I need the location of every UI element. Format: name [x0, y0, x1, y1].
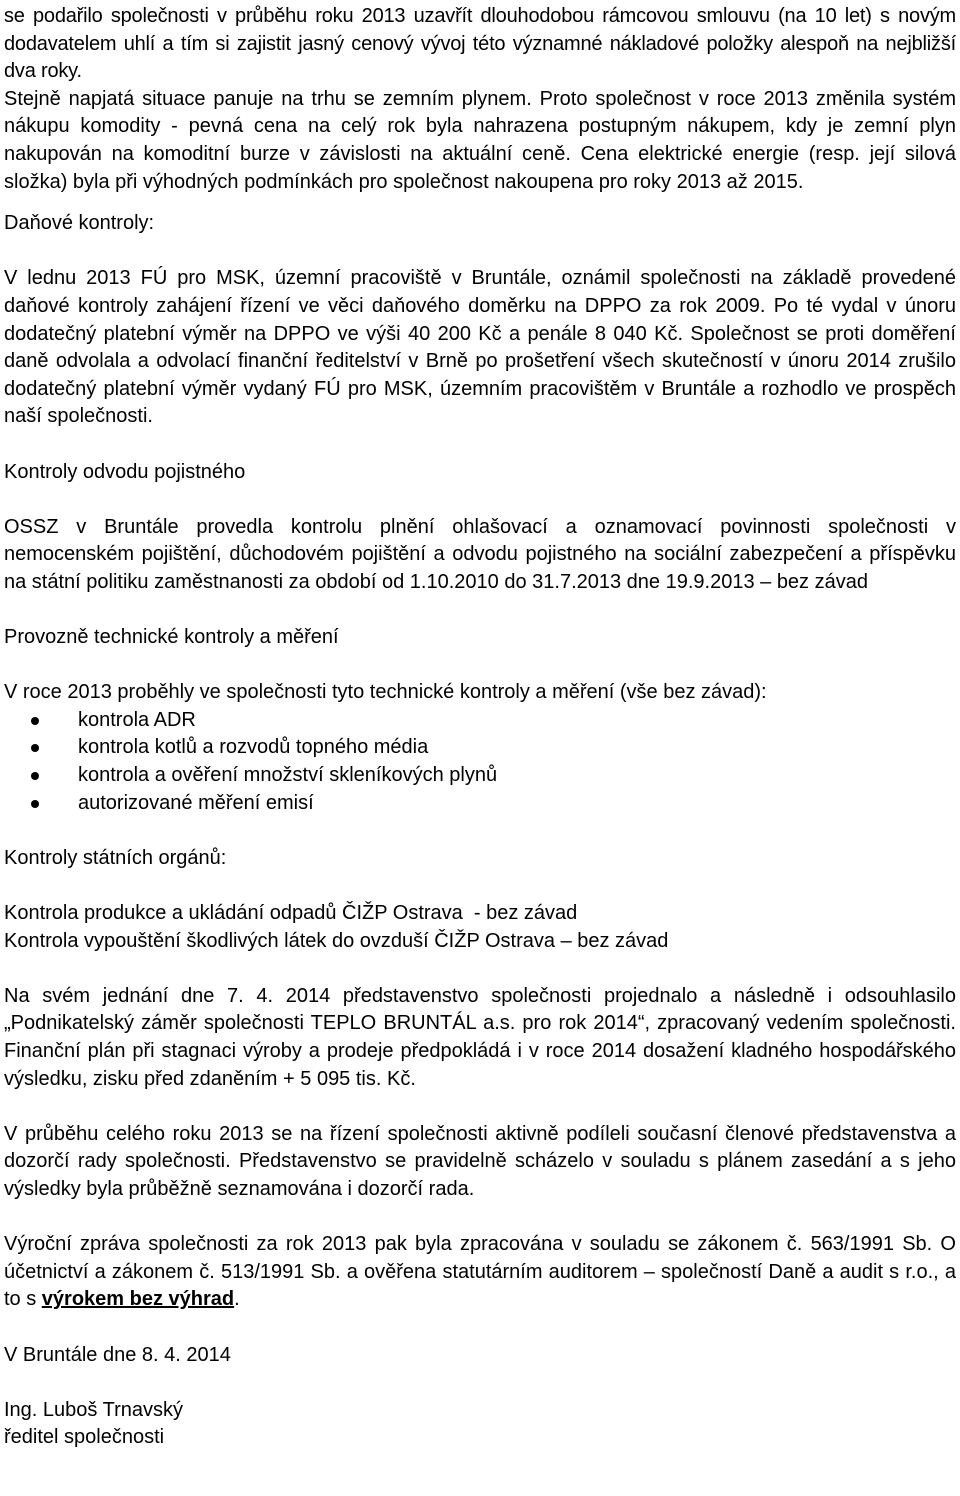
bullet-icon [31, 744, 39, 752]
state-control-emissions: Kontrola vypouštění škodlivých látek do ovzduší ČIŽP Ostrava – bez závad [4, 929, 669, 952]
paragraph-annual-report-audit: Výroční zpráva společnosti za rok 2013 pak byla zpracována v souladu se zákonem č. 563/1991 Sb. O účetnictví a zákonem č. 513/1991 Sb. a ověřena statutárním auditorem – společností Daně a audit s r.o., a to s výrokem bez výhrad. [4, 1233, 956, 1311]
paragraph-technical-intro: V roce 2013 proběhly ve společnosti tyto technické kontroly a měření (vše bez závad): [4, 681, 767, 704]
heading-insurance-controls: Kontroly odvodu pojistného [4, 460, 246, 483]
paragraph-insurance-controls: OSSZ v Bruntále provedla kontrolu plnění ohlašovací a oznamovací povinnosti společnosti v nemocenském pojištění, důchodovém pojištění a odvodu pojistného na sociální zabezpečení a příspěvku na státní politiku zaměstnanosti za období od 1.10.2010 do 31.7.2013 dne 19.9.2013 – bez závad [4, 515, 956, 593]
list-item: kontrola ADR [4, 707, 956, 735]
list-item: kontrola kotlů a rozvodů topného média [4, 734, 956, 762]
paragraph-tax-controls: V lednu 2013 FÚ pro MSK, územní pracoviště v Bruntále, oznámil společnosti na základě provedené daňové kontroly zahájení řízení ve věci daňového doměrku na DPPO za rok 2009. Po té vydal v únoru dodatečný platební výměr na DPPO ve výši 40 200 Kč a penále 8 040 Kč. Společnost se proti doměření daně odvolala a odvolací finanční ředitelství v Brně po prošetření všech skutečností v únoru 2014 zrušilo dodatečný platební výměr vydaný FÚ pro MSK, územním pracovištěm v Bruntále a rozhodlo ve prospěch naší společnosti. [4, 267, 956, 428]
place-and-date: V Bruntále dne 8. 4. 2014 [4, 1343, 231, 1366]
heading-state-controls: Kontroly státních orgánů: [4, 846, 227, 869]
heading-tax-controls: Daňové kontroly: [4, 212, 155, 235]
bullet-icon [31, 800, 39, 808]
state-control-waste: Kontrola produkce a ukládání odpadů ČIŽP Ostrava - bez závad [4, 902, 578, 924]
paragraph-board-meeting: Na svém jednání dne 7. 4. 2014 představenstvo společnosti projednalo a následně i odsouhlasilo „Podnikatelský záměr společnosti TEPLO BRUNTÁL a.s. pro rok 2014“, zpracovaný vedením společnosti. Finanční plán při stagnaci výroby a prodeje předpokládá i v roce 2014 dosažení kladného hospodářského výsledku, zisku před zdaněním + 5 095 tis. Kč. [4, 984, 956, 1090]
technical-controls-list [4, 707, 956, 817]
list-item: kontrola a ověření množství skleníkových plynů [4, 762, 956, 790]
heading-technical-controls: Provozně technické kontroly a měření [4, 626, 339, 649]
document-page [4, 3, 956, 1452]
bullet-icon [31, 772, 39, 780]
bullet-icon [31, 717, 39, 725]
paragraph-gas-electricity: Stejně napjatá situace panuje na trhu se zemním plynem. Proto společnost v roce 2013 změnila systém nákupu komodity - pevná cena na celý rok byla nahrazena postupným nákupem, kdy je zemní plyn nakupován na komoditní burze v závislosti na aktuální ceně. Cena elektrické energie (resp. její silová složka) byla při výhodných podmínkách pro společnost nakoupena pro roky 2013 až 2015. [4, 87, 956, 193]
list-item: autorizované měření emisí [4, 790, 956, 818]
paragraph-coal-contract: se podařilo společnosti v průběhu roku 2013 uzavřít dlouhodobou rámcovou smlouvu (na 10 let) s novým dodavatelem uhlí a tím si zajistit jasný cenový vývoj této významné nákladové položky alespoň na nejbližší dva roky. [4, 5, 956, 83]
signature-title: ředitel společnosti [4, 1426, 165, 1449]
audit-opinion: výrokem bez výhrad [41, 1288, 235, 1311]
paragraph-supervision: V průběhu celého roku 2013 se na řízení společnosti aktivně podíleli současní členové představenstva a dozorčí rady společnosti. Představenstvo se pravidelně scházelo v souladu s plánem zasedání a s jeho výsledky byla průběžně seznamována i dozorčí rada. [4, 1122, 956, 1200]
signature-name: Ing. Luboš Trnavský [4, 1398, 183, 1421]
